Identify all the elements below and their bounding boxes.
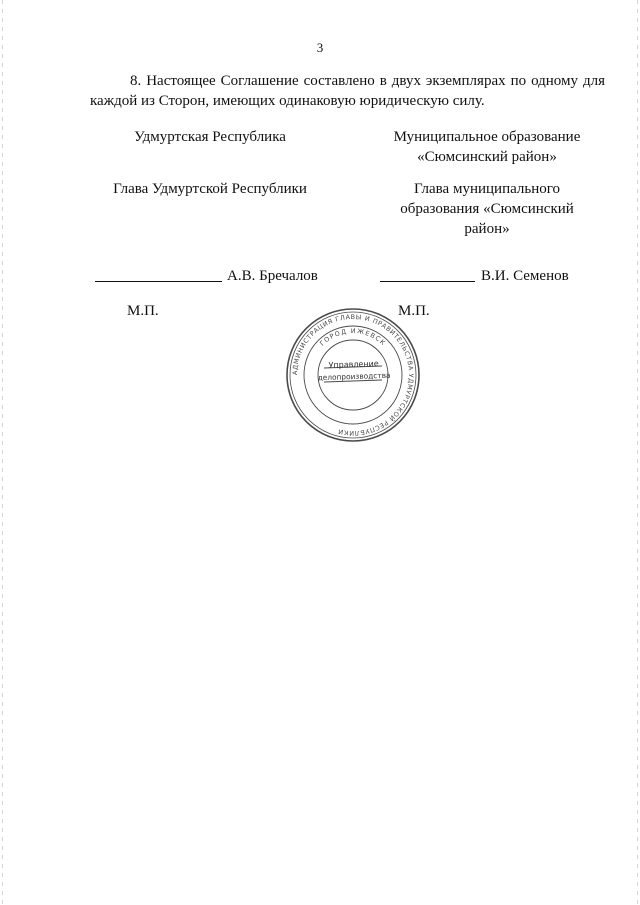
left-party-position: Глава Удмуртской Республики: [113, 181, 307, 197]
scan-edge-right: [637, 0, 638, 905]
left-signatory-name: А.В. Бречалов: [227, 268, 318, 284]
page-number: 3: [316, 40, 324, 55]
scan-edge-left: [2, 0, 3, 905]
paragraph-8: 8. Настоящее Соглашение составлено в двух экземплярах по одному для каждой из Сторон, имеющих одинаковую юридическую силу.: [90, 73, 605, 109]
left-seal-label: М.П.: [127, 303, 159, 319]
right-signatory-name: В.И. Семенов: [481, 268, 569, 284]
left-signature-line: [95, 281, 222, 282]
stamp-inner-textpath: ГОРОД ИЖЕВСК: [318, 326, 388, 348]
stamp-center-line1: Управление: [328, 359, 379, 370]
right-party-position-line3: район»: [464, 221, 510, 237]
right-party-position-line1: Глава муниципального: [413, 181, 561, 197]
right-seal-label: М.П.: [398, 303, 430, 319]
official-stamp: [284, 306, 422, 444]
right-signature-line: [380, 281, 475, 282]
stamp-center-line2: делопроизводства: [317, 370, 391, 383]
right-party-name: [382, 127, 592, 167]
stamp-inner-text: [318, 327, 387, 348]
stamp-outer-textpath: АДМИНИСТРАЦИЯ ГЛАВЫ И ПРАВИТЕЛЬСТВА УДМУРТСКОЙ РЕСПУБЛИКИ: [290, 312, 416, 438]
right-party-name-line1: Муниципальное образование: [393, 129, 581, 145]
right-party-name-line2: «Сюмсинский район»: [417, 149, 557, 165]
left-party-name: Удмуртская Республика: [134, 129, 286, 145]
right-party-position-line2: образования «Сюмсинский: [400, 201, 574, 217]
right-party-position: [382, 179, 592, 239]
